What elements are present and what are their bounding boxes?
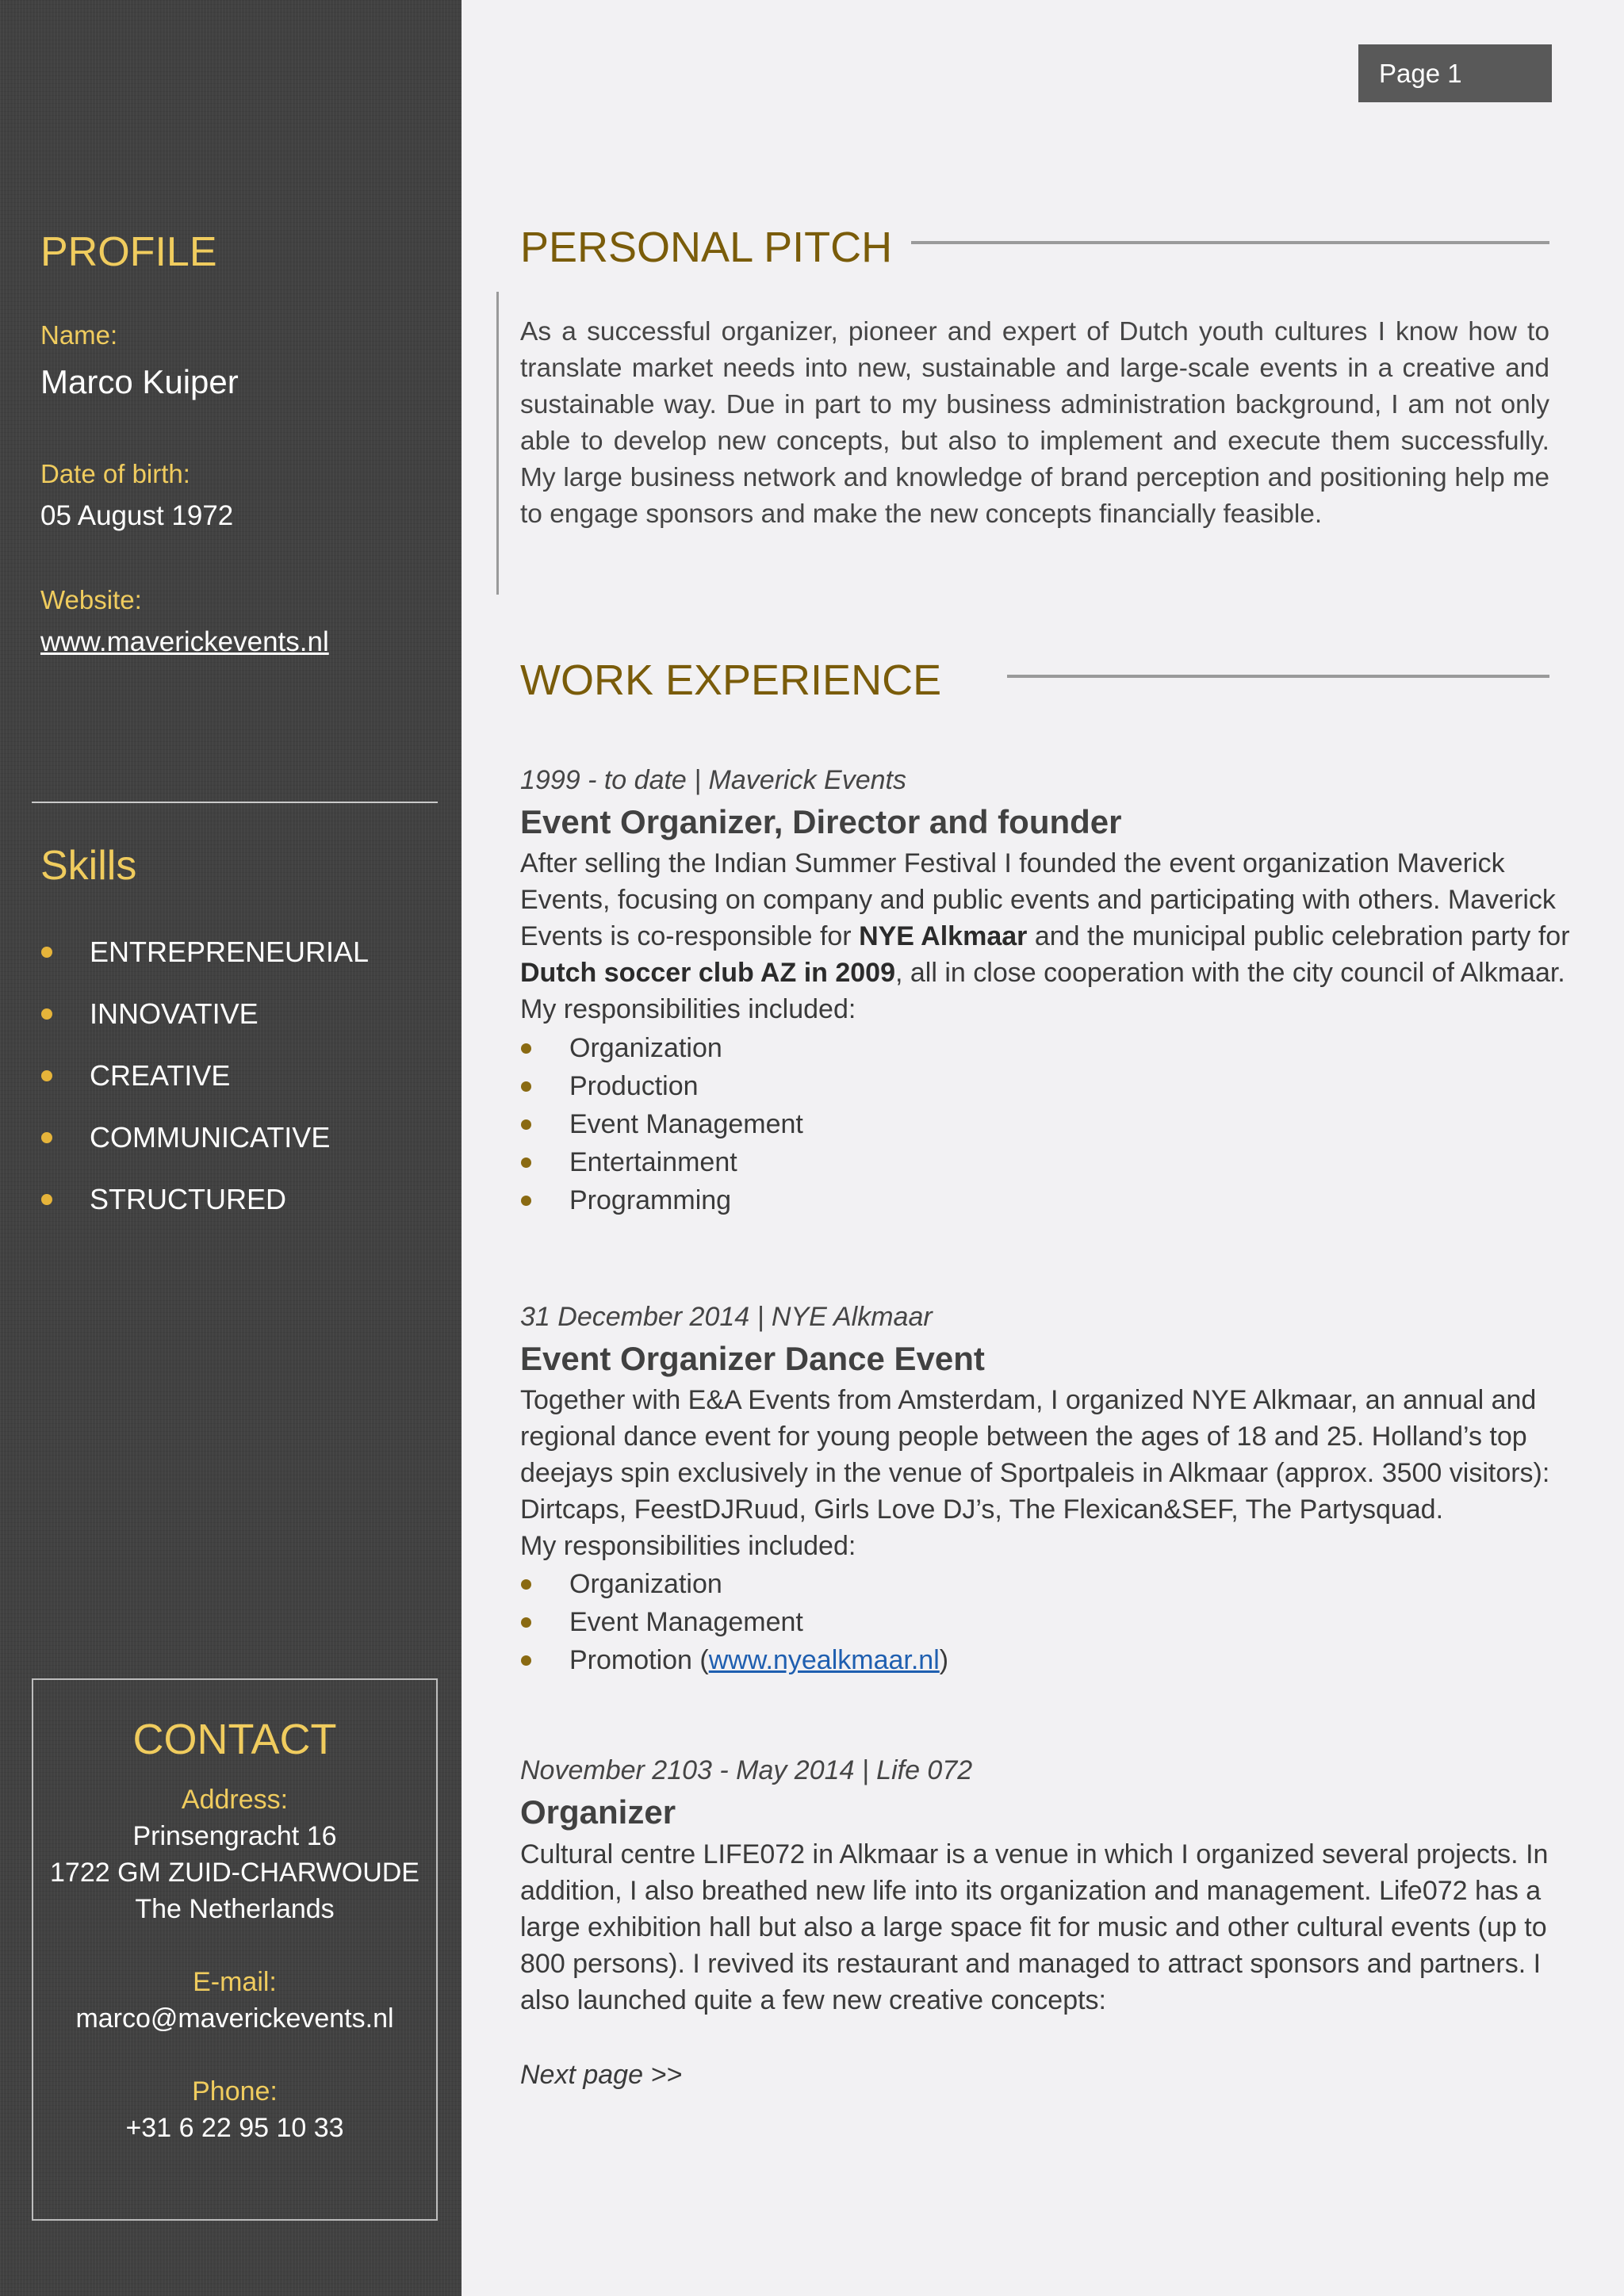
list-item: Production (520, 1067, 803, 1105)
address-line: The Netherlands (135, 1894, 335, 1924)
skill-label: CREATIVE (90, 1059, 231, 1092)
job-title: Event Organizer, Director and founder (520, 803, 1122, 840)
skills-list (40, 926, 369, 1235)
list-item: Organization (520, 1565, 948, 1603)
bullet-icon (521, 1579, 531, 1590)
address-line: 1722 GM ZUID-CHARWOUDE (50, 1858, 419, 1888)
phone-value: +31 6 22 95 10 33 (125, 2113, 344, 2143)
bullet-icon (41, 1008, 52, 1020)
highlight-text: NYE Alkmaar (859, 921, 1028, 951)
skills-title: Skills (40, 843, 137, 889)
website-link[interactable]: www.maverickevents.nl (40, 626, 329, 657)
bullet-icon (41, 1070, 52, 1081)
responsibility-list (520, 1565, 948, 1679)
name-value: Marco Kuiper (40, 363, 239, 400)
bullet-icon (521, 1196, 531, 1206)
responsibility-list (520, 1029, 803, 1219)
phone-label: Phone: (192, 2076, 278, 2107)
dob-value: 05 August 1972 (40, 500, 234, 531)
skill-item (40, 1173, 369, 1235)
sidebar (0, 0, 462, 2296)
email-label: E-mail: (193, 1967, 277, 1997)
pitch-title: PERSONAL PITCH (520, 224, 893, 271)
next-page-indicator: Next page >> (520, 2060, 683, 2090)
job-description: After selling the Indian Summer Festival I founded the event organization Maverick Events, focusing on company and public events and participating with others. Maverick Events is co-responsible for NYE Alkmaar and the municipal public celebration party for Dutch soccer club AZ in 2009, all in close cooperation with the city council of Alkmaar. My responsibilities included: (520, 848, 1570, 1024)
pitch-title-rule (911, 241, 1549, 244)
skill-label: ENTREPRENEURIAL (90, 936, 370, 968)
work-title-rule (1007, 675, 1549, 678)
job-title: Event Organizer Dance Event (520, 1340, 985, 1377)
highlight-text: Dutch soccer club AZ in 2009 (520, 958, 895, 988)
skill-item (40, 988, 369, 1050)
bullet-icon (41, 947, 52, 958)
bullet-icon (41, 1132, 52, 1143)
skill-item (40, 1112, 369, 1173)
bullet-icon (521, 1617, 531, 1628)
job-description: Together with E&A Events from Amsterdam, I organized NYE Alkmaar, an annual and regional dance event for young people between the ages of 18 and 25. Holland’s top deejays spin exclusively in the venue of Sportpaleis in Alkmaar (approx. 3500 visitors): Dirtcaps, FeestDJRuud, Girls Love DJ’s, The Flexican&SEF, The Partysquad. My responsibilities included: (520, 1385, 1550, 1561)
skill-label: INNOVATIVE (90, 997, 259, 1030)
bullet-icon (41, 1194, 52, 1205)
bullet-icon (521, 1081, 531, 1092)
pitch-sidebar-bar (496, 292, 499, 595)
website-label: Website: (40, 585, 142, 614)
address-label: Address: (181, 1785, 289, 1815)
work-title: WORK EXPERIENCE (520, 656, 942, 704)
job-title: Organizer (520, 1793, 676, 1831)
nye-alkmaar-link[interactable]: www.nyealkmaar.nl (708, 1645, 940, 1675)
bullet-icon (521, 1119, 531, 1130)
list-item: Event Management (520, 1105, 803, 1143)
job-meta: November 2103 - May 2014 | Life 072 (520, 1755, 973, 1785)
job-description: Cultural centre LIFE072 in Alkmaar is a venue in which I organized several projects. In addition, I also breathed new life into its organization and management. Life072 has a large exhibition hall but also a large space fit for music and other cultural events (up to 800 persons). I revived its restaurant and managed to attract sponsors and partners. I also launched quite a few new creative concepts: (520, 1839, 1549, 2015)
job-meta: 31 December 2014 | NYE Alkmaar (520, 1302, 933, 1332)
skill-label: STRUCTURED (90, 1183, 286, 1215)
contact-box (32, 1678, 438, 2221)
name-label: Name: (40, 320, 118, 350)
bullet-icon (521, 1158, 531, 1168)
list-item: Programming (520, 1181, 803, 1219)
address-line: Prinsengracht 16 (132, 1821, 337, 1851)
bullet-icon (521, 1043, 531, 1054)
skill-label: COMMUNICATIVE (90, 1121, 331, 1154)
job-meta: 1999 - to date | Maverick Events (520, 765, 906, 795)
email-value[interactable]: marco@maverickevents.nl (75, 2003, 394, 2034)
skill-item (40, 1050, 369, 1112)
skill-item (40, 926, 369, 988)
list-item: Entertainment (520, 1143, 803, 1181)
pitch-text: As a successful organizer, pioneer and expert of Dutch youth cultures I know how to translate market needs into new, sustainable and large-scale events in a creative and sustainable way. Due in part to my business administration background, I am not only able to develop new concepts, but also to implement and execute them successfully. My large business network and knowledge of brand perception and positioning help me to engage sponsors and make the new concepts financially feasible. (520, 317, 1549, 529)
dob-label: Date of birth: (40, 459, 190, 488)
list-item: Event Management (520, 1603, 948, 1641)
sidebar-divider (32, 802, 438, 803)
page-number-badge: Page 1 (1358, 44, 1552, 102)
list-item: Promotion (www.nyealkmaar.nl) (520, 1641, 948, 1679)
list-item: Organization (520, 1029, 803, 1067)
profile-title: PROFILE (40, 229, 217, 275)
bullet-icon (521, 1655, 531, 1666)
contact-title: CONTACT (132, 1716, 337, 1763)
